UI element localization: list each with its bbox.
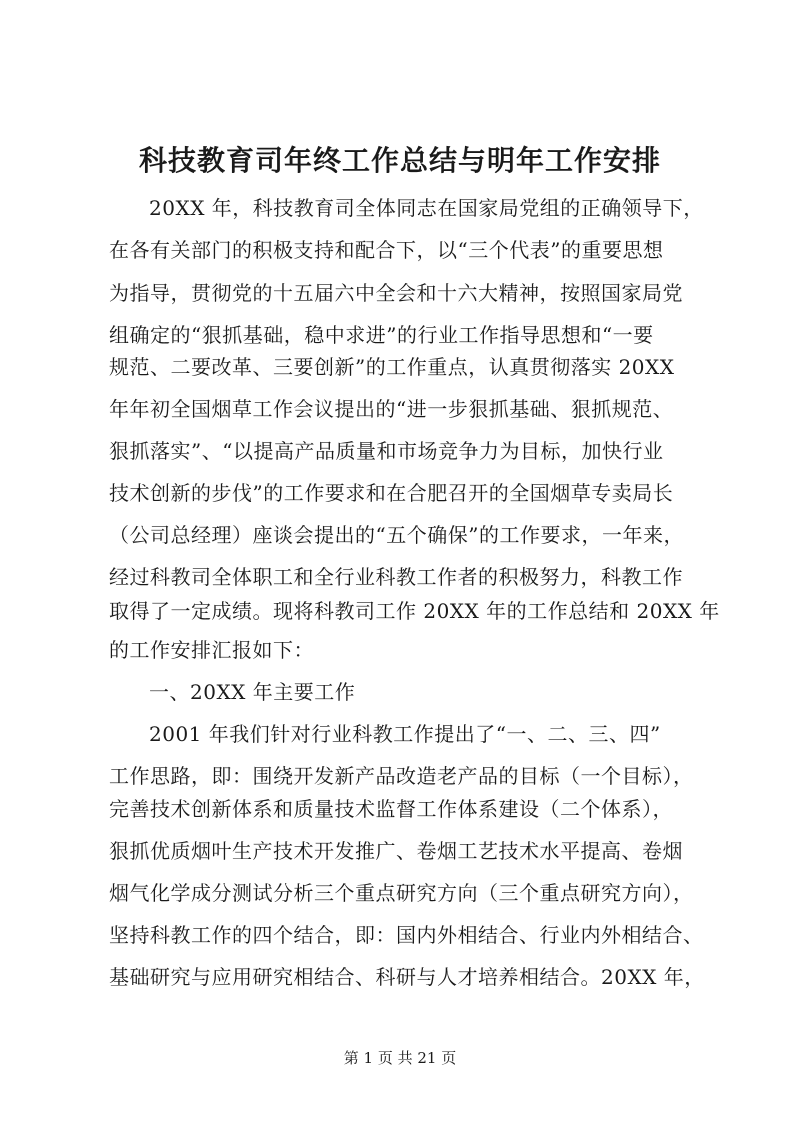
- page-footer: 第 1 页 共 21 页: [343, 1049, 457, 1067]
- paragraph-line: 狠抓优质烟叶生产技术开发推广、卷烟工艺技术水平提高、卷烟: [109, 839, 683, 863]
- paragraph-line: 取得了一定成绩。现将科教司工作 20XX 年的工作总结和 20XX 年: [109, 599, 720, 623]
- paragraph-line: （公司总经理）座谈会提出的“五个确保”的工作要求，一年来，: [109, 523, 684, 547]
- paragraph-line: 烟气化学成分测试分析三个重点研究方向（三个重点研究方向），: [109, 881, 694, 905]
- paragraph-line: 坚持科教工作的四个结合，即：国内外相结合、行业内外相结合、: [109, 923, 704, 947]
- paragraph-line: 经过科教司全体职工和全行业科教工作者的积极努力，科教工作: [109, 565, 683, 589]
- paragraph-line: 年年初全国烟草工作会议提出的“进一步狠抓基础、狠抓规范、: [109, 397, 674, 421]
- paragraph-line: 20XX 年，科技教育司全体同志在国家局党组的正确领导下，: [149, 196, 704, 220]
- paragraph-line: 的工作安排汇报如下：: [109, 638, 314, 662]
- paragraph-line: 工作思路，即：围绕开发新产品改造老产品的目标（一个目标），: [109, 764, 694, 788]
- paragraph-line: 为指导，贯彻党的十五届六中全会和十六大精神，按照国家局党: [109, 281, 683, 305]
- paragraph-line: 技术创新的步伐”的工作要求和在合肥召开的全国烟草专卖局长: [109, 481, 674, 505]
- section-heading: 一、20XX 年主要工作: [149, 680, 356, 704]
- paragraph-line: 基础研究与应用研究相结合、科研与人才培养相结合。20XX 年，: [109, 965, 705, 989]
- document-title: 科技教育司年终工作总结与明年工作安排: [138, 144, 661, 177]
- paragraph-line: 规范、二要改革、三要创新”的工作重点，认真贯彻落实 20XX: [109, 355, 675, 379]
- paragraph-line: 在各有关部门的积极支持和配合下，以“三个代表”的重要思想: [109, 238, 664, 262]
- paragraph-line: 狠抓落实”、“以提高产品质量和市场竞争力为目标，加快行业: [109, 439, 664, 463]
- paragraph-line: 2001 年我们针对行业科教工作提出了“一、二、三、四”: [149, 722, 661, 746]
- paragraph-line: 完善技术创新体系和质量技术监督工作体系建设（二个体系），: [109, 797, 673, 821]
- paragraph-line: 组确定的“狠抓基础，稳中求进”的行业工作指导思想和“一要: [109, 323, 654, 347]
